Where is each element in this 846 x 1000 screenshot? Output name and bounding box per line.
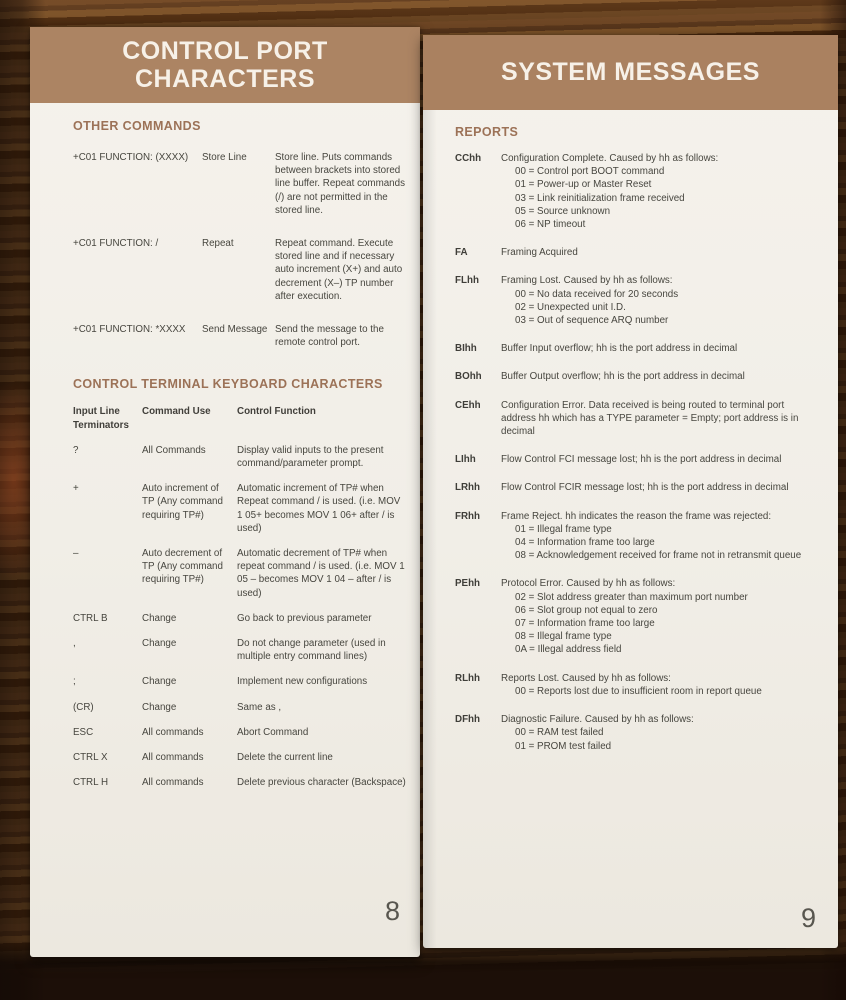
report-code: FRhh xyxy=(455,510,481,522)
other-commands-table xyxy=(73,151,407,349)
report-cause: 08 = Illegal frame type xyxy=(515,631,612,643)
command-use-cell: Change xyxy=(142,638,177,650)
report-code: RLhh xyxy=(455,672,481,684)
terminator-cell: (CR) xyxy=(73,701,94,713)
control-function-cell: Do not change parameter (used in multiple entry command lines) xyxy=(237,638,386,663)
report-item xyxy=(455,342,810,355)
report-code: LRhh xyxy=(455,482,481,494)
command-row xyxy=(73,237,407,303)
report-description: Frame Reject. hh indicates the reason the frame was rejected: xyxy=(501,510,772,522)
right-page-header-band xyxy=(423,35,838,110)
command-use-cell: All Commands xyxy=(142,444,206,456)
report-description: Configuration Complete. Caused by hh as follows: xyxy=(501,153,719,164)
report-cause: 00 = Control port BOOT command xyxy=(515,166,665,178)
report-code: LIhh xyxy=(455,454,476,466)
report-item xyxy=(455,274,810,327)
right-page-number: 9 xyxy=(800,903,816,933)
report-cause: 05 = Source unknown xyxy=(515,205,611,217)
report-code: FLhh xyxy=(455,275,479,287)
report-cause: 06 = NP timeout xyxy=(515,219,586,231)
table-row xyxy=(73,776,407,789)
report-cause: 02 = Unexpected unit I.D. xyxy=(515,301,626,313)
report-description: Framing Lost. Caused by hh as follows: xyxy=(501,275,673,287)
report-cause: 0A = Illegal address field xyxy=(515,644,622,656)
report-item xyxy=(455,370,810,383)
report-description: Buffer Output overflow; hh is the port address in decimal xyxy=(501,371,745,383)
report-body xyxy=(501,453,810,466)
report-description: Configuration Error. Data received is being routed to terminal port address hh which has a TYPE parameter = Empty; port address is in decimal xyxy=(501,399,799,438)
report-body xyxy=(501,481,810,494)
keyboard-table xyxy=(73,444,407,790)
report-cause: 02 = Slot address greater than maximum port number xyxy=(515,591,748,603)
report-cause: 07 = Information frame too large xyxy=(515,618,655,630)
keyboard-table-header xyxy=(73,405,407,431)
report-description: Reports Lost. Caused by hh as follows: xyxy=(501,672,671,684)
other-commands-heading: OTHER COMMANDS xyxy=(73,119,201,133)
report-cause: 04 = Information frame too large xyxy=(515,537,655,549)
command-name: Send Message xyxy=(202,324,268,336)
report-body xyxy=(501,577,810,656)
report-description: Flow Control FCI message lost; hh is the port address in decimal xyxy=(501,454,782,466)
command-name: Store Line xyxy=(202,152,247,163)
control-function-cell: Same as , xyxy=(237,701,282,713)
reports-list xyxy=(455,152,810,753)
report-item xyxy=(455,672,810,698)
report-item xyxy=(455,453,810,466)
column-header: Input Line Terminators xyxy=(73,406,129,431)
terminator-cell: CTRL X xyxy=(73,752,108,764)
report-body xyxy=(501,246,810,259)
report-item xyxy=(455,577,810,656)
control-function-cell: Automatic decrement of TP# when repeat command / is used. (i.e. MOV 1 05 – becomes MOV 1 04 – after / is used) xyxy=(237,548,405,599)
report-code: PEhh xyxy=(455,578,481,590)
table-row xyxy=(73,675,407,688)
left-page-number: 8 xyxy=(384,896,400,926)
table-row xyxy=(73,482,407,535)
right-page-content xyxy=(423,125,838,753)
report-code: CChh xyxy=(455,153,482,164)
command-use-cell: Auto decrement of TP (Any command requiring TP#) xyxy=(142,548,223,586)
report-cause: 01 = Illegal frame type xyxy=(515,523,612,535)
report-cause: 00 = RAM test failed xyxy=(515,727,604,739)
terminator-cell: CTRL B xyxy=(73,612,108,624)
command-use-cell: Change xyxy=(142,701,177,713)
command-use-cell: All commands xyxy=(142,777,204,789)
report-body xyxy=(501,713,810,753)
terminator-cell: ESC xyxy=(73,726,94,738)
table-row xyxy=(73,547,407,600)
report-code: FA xyxy=(455,247,468,259)
table-row xyxy=(73,751,407,764)
command-row xyxy=(73,151,407,217)
report-body xyxy=(501,399,810,439)
report-body xyxy=(501,274,810,327)
left-page-header-band xyxy=(30,27,420,103)
terminator-cell: – xyxy=(73,548,79,560)
control-function-cell: Automatic increment of TP# when Repeat command / is used. (i.e. MOV 1 05+ becomes MOV 1 06+ after / is used) xyxy=(237,483,401,534)
command-description: Repeat command. Execute stored line and if necessary auto increment (X+) and auto decrement (X–) TP number after execution. xyxy=(275,238,403,302)
table-row xyxy=(73,701,407,714)
table-row xyxy=(73,612,407,625)
control-function-cell: Display valid inputs to the present command/parameter prompt. xyxy=(237,444,384,470)
terminator-cell: , xyxy=(73,638,76,650)
control-function-cell: Delete previous character (Backspace) xyxy=(237,777,406,789)
column-header: Command Use xyxy=(142,406,211,418)
table-row xyxy=(73,726,407,739)
control-function-cell: Go back to previous parameter xyxy=(237,612,372,624)
report-code: BIhh xyxy=(455,343,477,355)
report-description: Flow Control FCIR message lost; hh is the port address in decimal xyxy=(501,482,789,494)
report-description: Protocol Error. Caused by hh as follows: xyxy=(501,578,676,590)
table-row xyxy=(73,444,407,470)
command-use-cell: Change xyxy=(142,676,177,688)
report-code: CEhh xyxy=(455,399,481,411)
terminator-cell: ? xyxy=(73,444,79,456)
report-body xyxy=(501,510,810,563)
report-item xyxy=(455,399,810,439)
report-body xyxy=(501,152,810,231)
report-body xyxy=(501,370,810,383)
terminator-cell: ; xyxy=(73,676,76,688)
report-cause: 00 = No data received for 20 seconds xyxy=(515,288,679,300)
report-cause: 03 = Link reinitialization frame received xyxy=(515,192,685,204)
report-code: BOhh xyxy=(455,371,482,383)
report-description: Buffer Input overflow; hh is the port address in decimal xyxy=(501,343,738,355)
command-use-cell: All commands xyxy=(142,752,204,764)
command-row xyxy=(73,323,407,349)
report-code: DFhh xyxy=(455,714,481,726)
terminator-cell: + xyxy=(73,483,79,495)
command-description: Send the message to the remote control port. xyxy=(275,324,384,349)
reports-heading: REPORTS xyxy=(455,125,519,139)
control-function-cell: Delete the current line xyxy=(237,752,333,764)
report-item xyxy=(455,152,810,231)
report-cause: 01 = PROM test failed xyxy=(515,740,612,752)
command-description: Store line. Puts commands between brackets into stored line buffer. Repeat commands (/) are not permitted in the stored line. xyxy=(275,152,405,216)
report-item xyxy=(455,246,810,259)
report-cause: 08 = Acknowledgement received for frame not in retransmit queue xyxy=(515,550,802,562)
left-page-content xyxy=(30,119,420,790)
command-name: Repeat xyxy=(202,238,234,250)
report-cause: 00 = Reports lost due to insufficient room in report queue xyxy=(515,685,762,697)
table-row xyxy=(73,637,407,663)
report-cause: 01 = Power-up or Master Reset xyxy=(515,179,652,191)
command-syntax: +C01 FUNCTION: *XXXX xyxy=(73,324,186,336)
report-item xyxy=(455,481,810,494)
report-body xyxy=(501,342,810,355)
report-item xyxy=(455,510,810,563)
report-item xyxy=(455,713,810,753)
left-page-title-line1: CONTROL PORT xyxy=(122,36,328,65)
report-cause: 03 = Out of sequence ARQ number xyxy=(515,315,669,327)
control-function-cell: Abort Command xyxy=(237,726,309,738)
left-page-title-line2: CHARACTERS xyxy=(135,65,315,93)
report-description: Framing Acquired xyxy=(501,247,578,259)
command-use-cell: Change xyxy=(142,612,177,624)
column-header: Control Function xyxy=(237,406,316,418)
report-body xyxy=(501,672,810,698)
command-use-cell: All commands xyxy=(142,726,204,738)
command-syntax: +C01 FUNCTION: / xyxy=(73,238,159,250)
control-function-cell: Implement new configurations xyxy=(237,676,368,688)
left-page xyxy=(30,27,420,957)
command-syntax: +C01 FUNCTION: (XXXX) xyxy=(73,152,189,163)
right-page xyxy=(423,35,838,948)
command-use-cell: Auto increment of TP (Any command requiring TP#) xyxy=(142,483,223,521)
report-cause: 06 = Slot group not equal to zero xyxy=(515,604,658,616)
report-description: Diagnostic Failure. Caused by hh as follows: xyxy=(501,714,694,726)
terminator-cell: CTRL H xyxy=(73,777,109,789)
keyboard-characters-heading: CONTROL TERMINAL KEYBOARD CHARACTERS xyxy=(73,377,383,392)
right-page-title: SYSTEM MESSAGES xyxy=(501,58,760,86)
